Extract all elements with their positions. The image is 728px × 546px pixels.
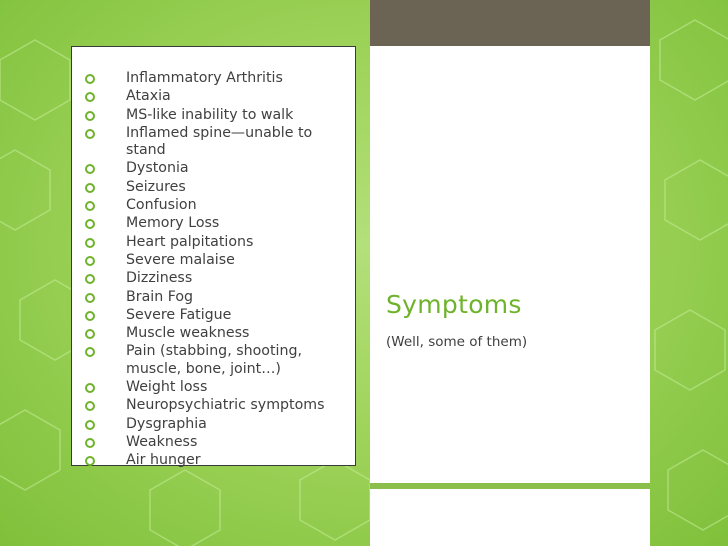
- symptom-list-item: [104, 107, 349, 124]
- symptom-label: Weakness: [126, 433, 198, 450]
- symptom-label: Heart palpitations: [126, 233, 254, 250]
- circle-bullet-icon: [85, 311, 95, 321]
- symptom-label: Muscle weakness: [126, 325, 250, 342]
- circle-bullet-icon: [85, 420, 95, 430]
- symptom-list-item: [104, 215, 349, 232]
- circle-bullet-icon: [85, 92, 95, 102]
- symptom-list-item: [104, 397, 349, 414]
- symptom-label: Brain Fog: [126, 288, 194, 305]
- symptom-list-item: [104, 416, 349, 433]
- symptom-label: Memory Loss: [126, 215, 220, 232]
- bottom-accent-rule: [370, 483, 650, 489]
- circle-bullet-icon: [85, 401, 95, 411]
- symptom-label: Air hunger: [126, 452, 201, 469]
- symptom-list-item: [104, 452, 349, 469]
- symptom-list-item: [104, 160, 349, 177]
- symptom-label: Confusion: [126, 197, 197, 214]
- circle-bullet-icon: [85, 274, 95, 284]
- symptom-list-item: [104, 289, 349, 306]
- symptom-label: Neuropsychiatric symptoms: [126, 397, 325, 414]
- symptom-list-item: [104, 252, 349, 269]
- symptom-label: Dizziness: [126, 270, 193, 287]
- circle-bullet-icon: [85, 74, 95, 84]
- title-panel: [370, 0, 650, 546]
- symptom-label: MS-like inability to walk: [126, 106, 294, 123]
- circle-bullet-icon: [85, 347, 95, 357]
- symptom-label: Weight loss: [126, 379, 208, 396]
- circle-bullet-icon: [85, 164, 95, 174]
- symptom-label: Dysgraphia: [126, 415, 207, 432]
- symptom-label: Inflammatory Arthritis: [126, 70, 283, 86]
- symptom-list: [104, 70, 349, 471]
- symptom-list-item: [104, 307, 349, 324]
- circle-bullet-icon: [85, 383, 95, 393]
- symptom-list-item: [104, 234, 349, 251]
- symptom-list-item: [104, 325, 349, 342]
- circle-bullet-icon: [85, 238, 95, 248]
- slide-subtitle: (Well, some of them): [386, 334, 528, 350]
- symptom-label: Seizures: [126, 178, 186, 195]
- symptom-label: Inflamed spine—unable to stand: [126, 124, 313, 159]
- circle-bullet-icon: [85, 129, 95, 139]
- symptom-list-item: [104, 70, 349, 87]
- symptom-list-item: [104, 179, 349, 196]
- circle-bullet-icon: [85, 329, 95, 339]
- circle-bullet-icon: [85, 183, 95, 193]
- circle-bullet-icon: [85, 293, 95, 303]
- circle-bullet-icon: [85, 111, 95, 121]
- circle-bullet-icon: [85, 219, 95, 229]
- slide-title: Symptoms: [386, 290, 522, 319]
- symptom-label: Pain (stabbing, shooting, muscle, bone, joint…): [126, 343, 302, 377]
- symptom-label: Severe malaise: [126, 251, 235, 268]
- symptom-list-item: [104, 343, 349, 378]
- circle-bullet-icon: [85, 438, 95, 448]
- symptom-label: Dystonia: [126, 160, 189, 177]
- symptom-list-item: [104, 270, 349, 287]
- circle-bullet-icon: [85, 456, 95, 466]
- symptom-list-item: [104, 434, 349, 451]
- circle-bullet-icon: [85, 201, 95, 211]
- symptom-list-item: [104, 197, 349, 214]
- symptom-list-item: [104, 88, 349, 105]
- circle-bullet-icon: [85, 256, 95, 266]
- symptom-label: Ataxia: [126, 88, 171, 105]
- symptom-label: Severe Fatigue: [126, 306, 232, 323]
- symptom-list-item: [104, 379, 349, 396]
- top-accent-bar: [370, 0, 650, 46]
- symptom-list-panel: [71, 46, 356, 469]
- symptom-list-item: [104, 125, 349, 160]
